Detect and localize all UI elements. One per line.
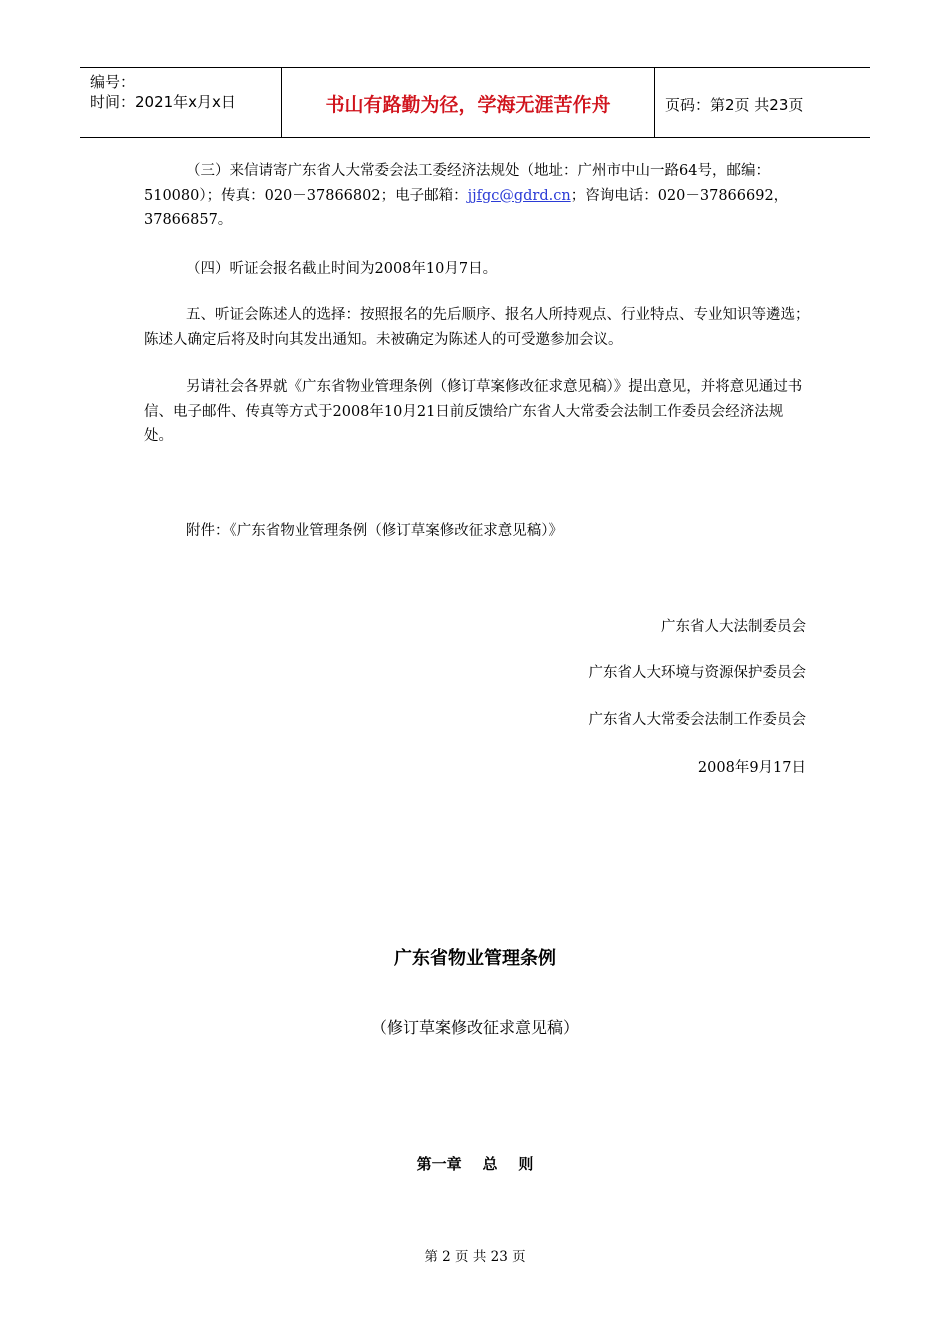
paragraph-feedback — [144, 375, 810, 449]
paragraph-deadline — [144, 257, 810, 282]
feedback-text: 另请社会各界就《广东省物业管理条例（修订草案修改征求意见稿）》提出意见，并将意见通过书信、电子邮件、传真等方式于2008年10月21日前反馈给广东省人大常委会法制工作委员会经济法规处。 — [144, 379, 803, 444]
mail-info-text-a: （三）来信请寄广东省人大常委会法工委经济法规处（地址：广州市中山一路64号，邮编：510080）；传真：020－37866802；电子邮箱： — [144, 163, 770, 204]
header-motto-cell — [282, 68, 655, 137]
paragraph-attachment — [144, 519, 810, 544]
page-footer: 第 2 页 共 23 页 — [424, 1249, 526, 1265]
paragraph-speaker-selection — [144, 303, 810, 352]
email-link[interactable]: jjfgc@gdrd.cn — [467, 187, 571, 204]
signature-date: 2008年9月17日 — [697, 760, 806, 776]
date-label: 时间：2021年x月x日 — [90, 93, 236, 111]
document-title: 广东省物业管理条例 — [394, 948, 556, 969]
signature-org-2: 广东省人大环境与资源保护委员会 — [588, 665, 806, 681]
signature-org-3: 广东省人大常委会法制工作委员会 — [588, 712, 806, 728]
signature-org-1: 广东省人大法制委员会 — [661, 619, 806, 635]
mail-info-text-b: ；咨询电话：020－37866692，37866857。 — [144, 187, 789, 228]
header-page-cell — [655, 68, 870, 137]
paragraph-mail-info — [144, 159, 810, 233]
header-meta-cell — [80, 68, 282, 137]
speaker-selection-text: 五、听证会陈述人的选择：按照报名的先后顺序、报名人所持观点、行业特点、专业知识等遴选；陈述人确定后将及时向其发出通知。未被确定为陈述人的可受邀参加会议。 — [144, 307, 810, 348]
chapter-heading: 第一章 总 则 — [416, 1155, 534, 1173]
attachment-text: 附件：《广东省物业管理条例（修订草案修改征求意见稿）》 — [186, 523, 563, 539]
deadline-text: （四）听证会报名截止时间为2008年10月7日。 — [186, 261, 498, 277]
number-label: 编号： — [90, 73, 136, 91]
header-page-info: 页码：第2页 共23页 — [665, 96, 804, 114]
document-subtitle: （修订草案修改征求意见稿） — [370, 1018, 579, 1037]
header-motto: 书山有路勤为径，学海无涯苦作舟 — [325, 94, 611, 116]
page-header — [80, 67, 870, 138]
